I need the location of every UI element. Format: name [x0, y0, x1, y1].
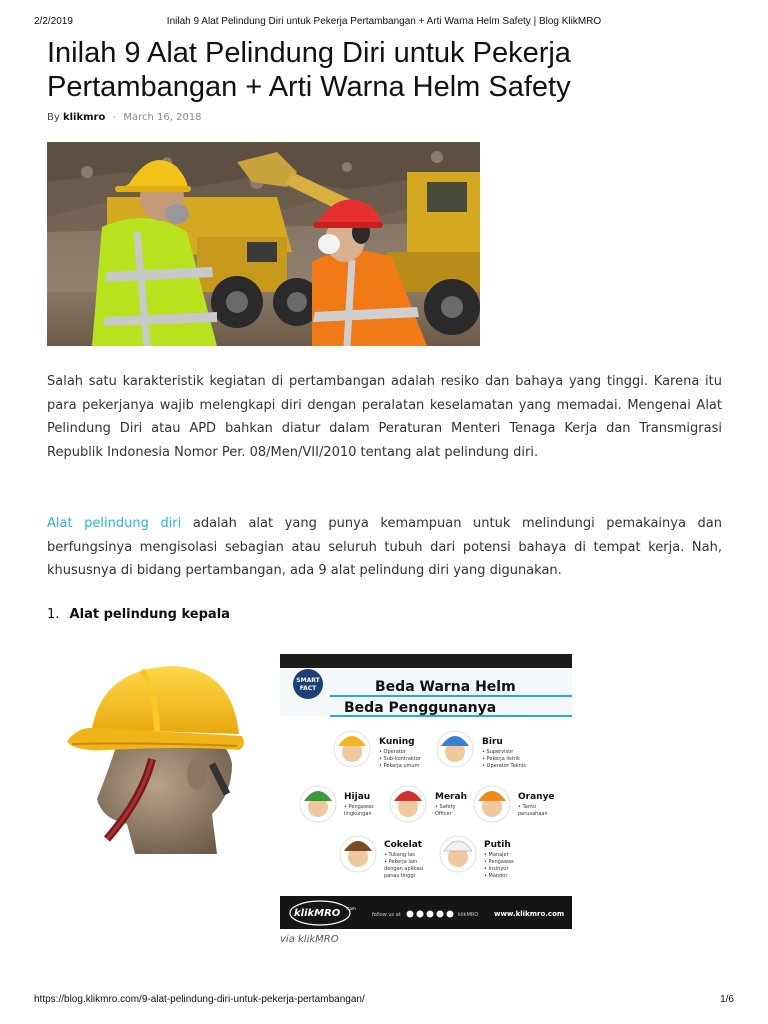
svg-text:• Manajer: • Manajer	[484, 852, 509, 858]
article-title: Inilah 9 Alat Pelindung Diri untuk Pekerja Pertambangan + Arti Warna Helm Safety	[47, 37, 571, 103]
print-footer	[34, 994, 734, 1008]
svg-text:• Safety: • Safety	[435, 804, 456, 810]
hero-image-mining-workers	[47, 142, 480, 346]
apd-link[interactable]: Alat pelindung diri	[47, 516, 182, 531]
svg-text:• Operator: • Operator	[379, 749, 406, 755]
image-caption: via klikMRO	[280, 934, 339, 945]
svg-text:lingkungan: lingkungan	[344, 811, 372, 817]
author-link[interactable]: klikmro	[62, 112, 106, 123]
safety-helmet-image	[47, 654, 272, 859]
print-date: 2/2/2019	[34, 16, 73, 27]
svg-text:• Insinyur: • Insinyur	[484, 866, 509, 872]
svg-text:• Operator Teknis: • Operator Teknis	[482, 763, 526, 769]
infographic-heading-1: Beda Warna Helm	[375, 679, 516, 695]
svg-text:• Pekerja listrik: • Pekerja listrik	[482, 756, 521, 762]
intro-paragraph: Salah satu karakteristik kegiatan di pertambangan adalah resiko dan bahaya yang tinggi. Karena itu para pekerjanya wajib melengkapi diri dengan peralatan keselamatan yang memadai. Mengenai Alat Pelindung Diri atau APD bahkan diatur dalam Peraturan Menteri Tenaga Kerja dan Transmigrasi Republik Indonesia Nomor Per. 08/Men/VII/2010 tentang alat pelindung diri.	[47, 374, 722, 460]
svg-text:• Pengawas: • Pengawas	[484, 859, 514, 865]
infographic-brand-suffix: .com	[346, 906, 356, 911]
definition-paragraph	[47, 512, 722, 583]
svg-text:dengan aplikasi: dengan aplikasi	[384, 866, 424, 872]
infographic-brand: klikMRO	[294, 908, 341, 919]
svg-text:• Mandor: • Mandor	[484, 873, 508, 879]
svg-text:• Sub-kontraktor: • Sub-kontraktor	[379, 756, 421, 762]
color-name-putih: Putih	[484, 840, 511, 850]
badge-smart: SMART	[296, 677, 320, 684]
definition-text: adalah alat yang punya kemampuan untuk melindungi pemakainya dan berfungsinya mengisolasi sebagian atau seluruh tubuh dari potensi bahaya di tempat kerja. Nah, khususnya di bidang pertambangan, ada 9 alat pelindung diri yang digunakan.	[47, 516, 722, 579]
list-item-label: Alat pelindung kepala	[69, 607, 230, 622]
svg-text:• Tukang las: • Tukang las	[384, 852, 415, 858]
color-name-hijau: Hijau	[344, 792, 371, 802]
print-header	[34, 16, 734, 30]
color-name-biru: Biru	[482, 737, 503, 747]
infographic-heading-2: Beda Penggunanya	[344, 700, 497, 716]
badge-fact: FACT	[299, 685, 317, 692]
svg-text:• Tamu: • Tamu	[518, 804, 536, 810]
social-handle: klikMRO	[458, 912, 479, 918]
list-item	[47, 607, 230, 622]
color-name-merah: Merah	[435, 792, 467, 802]
color-name-kuning: Kuning	[379, 737, 415, 747]
print-page-title: Inilah 9 Alat Pelindung Diri untuk Pekerja Pertambangan + Arti Warna Helm Safety | Blog KlikMRO	[166, 16, 602, 27]
infographic-website: www.klikmro.com	[494, 910, 565, 918]
page-number: 1/6	[720, 994, 734, 1005]
publish-date: March 16, 2018	[123, 112, 202, 123]
list-item-number: 1.	[47, 607, 60, 622]
svg-text:• Pekerja umum: • Pekerja umum	[379, 763, 420, 769]
meta-separator: -	[112, 112, 117, 123]
by-label: By	[47, 112, 60, 123]
svg-text:• Pekerja lain: • Pekerja lain	[384, 859, 418, 865]
print-url: https://blog.klikmro.com/9-alat-pelindung-diri-untuk-pekerja-pertambangan/	[34, 994, 365, 1005]
follow-label: follow us at	[372, 912, 401, 918]
svg-text:• Supervisor: • Supervisor	[482, 749, 514, 755]
article-meta	[47, 112, 202, 123]
svg-text:• Pengawas: • Pengawas	[344, 804, 374, 810]
svg-text:panas tinggi: panas tinggi	[384, 873, 415, 879]
helmet-color-infographic	[280, 654, 572, 929]
svg-text:perusahaan: perusahaan	[518, 811, 548, 817]
color-name-oranye: Oranye	[518, 792, 555, 802]
color-name-cokelat: Cokelat	[384, 840, 423, 850]
svg-text:Officer: Officer	[435, 811, 452, 817]
